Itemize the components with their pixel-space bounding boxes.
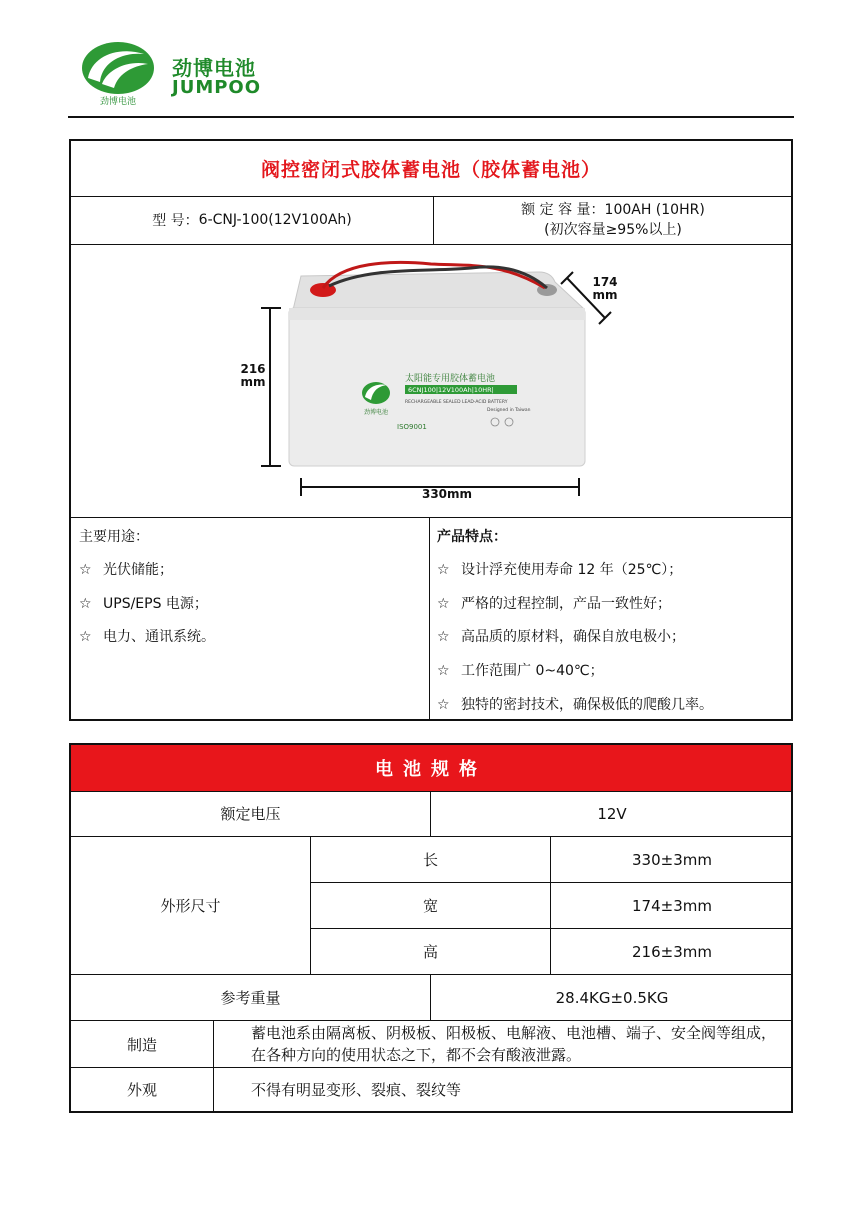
header-divider (68, 116, 794, 118)
star-icon: ☆ (437, 596, 450, 612)
depth-value: 174 (592, 275, 618, 289)
capacity-cell (433, 196, 793, 244)
logo-text: 劲博电池 (99, 97, 137, 107)
battery-illustration (71, 244, 791, 517)
star-icon: ☆ (79, 562, 92, 578)
height-value: 216 (240, 362, 266, 376)
model-cell (71, 196, 434, 244)
length-label: 长 (311, 837, 551, 883)
star-icon: ☆ (437, 562, 450, 578)
feature-item: ☆ 严格的过程控制，产品一致性好； (437, 596, 671, 612)
star-icon: ☆ (437, 697, 450, 713)
battery-label-type: RECHARGEABLE SEALED LEAD-ACID BATTERY (405, 400, 508, 405)
battery-label-origin: Designed in Taiwan (487, 408, 531, 413)
height-unit: mm (240, 375, 266, 389)
product-title: 阀控密闭式胶体蓄电池（胶体蓄电池） (71, 141, 791, 197)
spec-title: 电池规格 (71, 745, 791, 792)
usage-item: ☆ 光伏储能； (79, 562, 173, 578)
feature-item: ☆ 设计浮充使用寿命 12 年（25℃）； (437, 562, 683, 578)
feature-item: ☆ 高品质的原材料，确保自放电极小； (437, 629, 685, 645)
features-heading: 产品特点： (437, 529, 507, 545)
battery-label-model: 6CNJ100|12V100Ah|10HR| (408, 386, 494, 394)
length-dimension (301, 478, 579, 501)
features-row (71, 517, 791, 719)
length-value: 330mm (421, 487, 473, 501)
usage-cell (71, 517, 430, 719)
capacity-label: 额 定 容 量： (521, 202, 605, 218)
model-row (71, 196, 791, 245)
voltage-value: 12V (431, 791, 793, 837)
dimensions-label: 外形尺寸 (71, 837, 311, 975)
depth-unit: mm (592, 288, 618, 302)
usage-heading: 主要用途： (79, 529, 149, 545)
star-icon: ☆ (437, 629, 450, 645)
battery-label-name: 太阳能专用胶体蓄电池 (405, 374, 496, 384)
star-icon: ☆ (79, 629, 92, 645)
height-dimension (240, 308, 281, 466)
usage-item: ☆ 电力、通讯系统。 (79, 629, 215, 645)
logo-swoosh-icon (78, 38, 158, 110)
features-cell (429, 517, 793, 719)
battery-logo-text: 劲博电池 (363, 409, 389, 416)
feature-item: ☆ 工作范围广 0~40℃； (437, 663, 604, 679)
brand-name-cn: 劲博电池 (172, 56, 256, 80)
appearance-label: 外观 (71, 1068, 214, 1111)
spec-table (69, 743, 793, 1113)
usage-item: ☆ UPS/EPS 电源； (79, 596, 208, 612)
weight-label: 参考重量 (71, 975, 431, 1021)
product-image-cell (71, 244, 791, 518)
model-value: 6-CNJ-100(12V100Ah) (198, 212, 352, 228)
weight-value: 28.4KG±0.5KG (431, 975, 793, 1021)
star-icon: ☆ (79, 596, 92, 612)
appearance-value: 不得有明显变形、裂痕、裂纹等 (251, 1080, 462, 1099)
width-spec: 174±3mm (551, 883, 793, 929)
manufacture-value: 蓄电池系由隔离板、阴极板、阳极板、电解液、电池槽、端子、安全阀等组成，在各种方向的使用状态之下，都不会有酸液泄露。 (214, 1021, 793, 1068)
product-info-table (69, 139, 793, 721)
length-spec: 330±3mm (551, 837, 793, 883)
width-label: 宽 (311, 883, 551, 929)
capacity-note: (初次容量≥95%以上) (544, 222, 682, 238)
capacity-value: 100AH (10HR) (604, 202, 705, 218)
height-label: 高 (311, 929, 551, 975)
voltage-label: 额定电压 (71, 791, 431, 837)
manufacture-label: 制造 (71, 1021, 214, 1068)
brand-name-en: JUMPOO (172, 77, 262, 98)
battery-label-cert: ISO9001 (397, 423, 427, 431)
height-spec: 216±3mm (551, 929, 793, 975)
feature-item: ☆ 独特的密封技术，确保极低的爬酸几率。 (437, 697, 713, 713)
star-icon: ☆ (437, 663, 450, 679)
model-label: 型 号： (152, 213, 199, 229)
